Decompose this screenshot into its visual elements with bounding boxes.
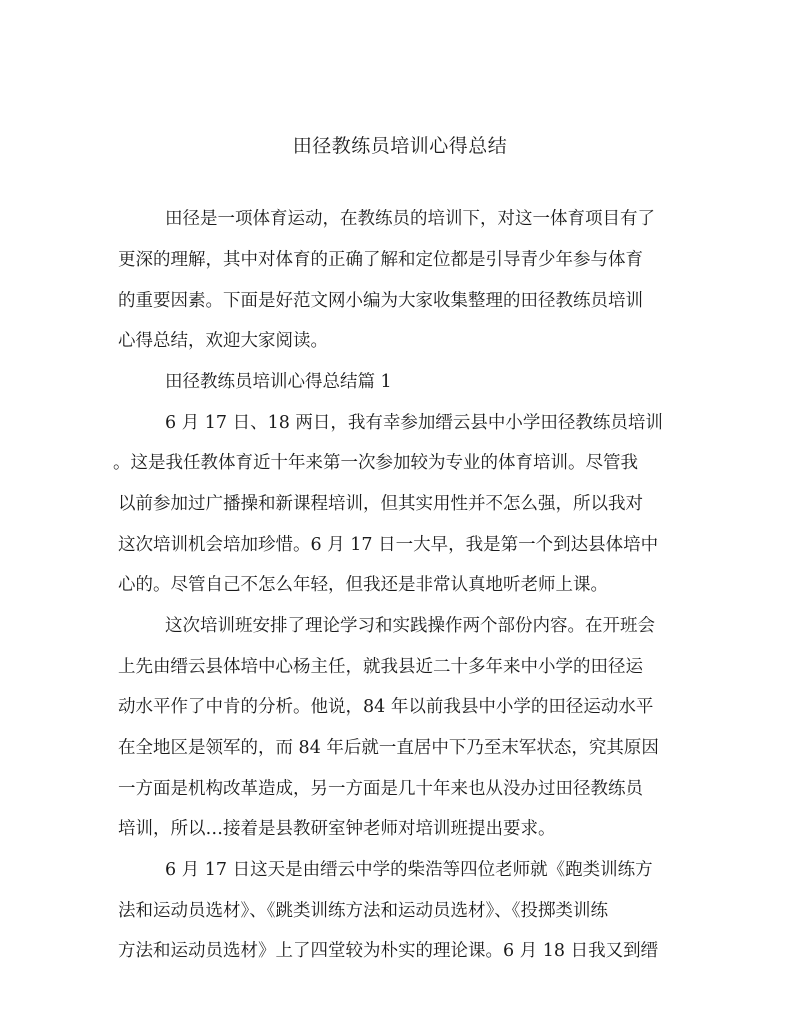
paragraph-1-line-4: 心得总结，欢迎大家阅读。 (118, 331, 328, 351)
paragraph-1-line-2: 更深的理解，其中对体育的正确了解和定位都是引导青少年参与体育 (118, 250, 643, 270)
document-title: 田径教练员培训心得总结 (292, 135, 508, 157)
paragraph-2-line-5: 心的。尽管自己不怎么年轻，但我还是非常认真地听老师上课。 (118, 575, 608, 595)
paragraph-2-line-2: 。这是我任教体育近十年来第一次参加较为专业的体育培训。尽管我 (113, 453, 638, 473)
paragraph-4-line-1: 6 月 17 日这天是由缙云中学的柴浩等四位老师就《跑类训练方 (165, 860, 653, 880)
paragraph-2-line-1: 6 月 17 日、18 两日，我有幸参加缙云县中小学田径教练员培训 (165, 413, 663, 433)
paragraph-1-line-3: 的重要因素。下面是好范文网小编为大家收集整理的田径教练员培训 (118, 291, 643, 311)
paragraph-3-line-3: 动水平作了中肯的分析。他说，84 年以前我县中小学的田径运动水平 (118, 697, 654, 717)
paragraph-3-line-4: 在全地区是领军的，而 84 年后就一直居中下乃至末军状态，究其原因 (118, 738, 659, 758)
paragraph-3-line-5: 一方面是机构改革造成，另一方面是几十年来也从没办过田径教练员 (118, 779, 643, 799)
section-heading: 田径教练员培训心得总结篇 1 (165, 372, 392, 392)
paragraph-3-line-1: 这次培训班安排了理论学习和实践操作两个部份内容。在开班会 (165, 616, 655, 636)
paragraph-2-line-4: 这次培训机会培加珍惜。6 月 17 日一大早，我是第一个到达县体培中 (118, 535, 659, 555)
paragraph-4-line-2: 法和运动员选材》、《跳类训练方法和运动员选材》、《投掷类训练 (118, 901, 608, 921)
paragraph-1-line-1: 田径是一项体育运动，在教练员的培训下，对这一体育项目有了 (165, 209, 655, 229)
paragraph-2-line-3: 以前参加过广播操和新课程培训，但其实用性并不怎么强，所以我对 (118, 494, 643, 514)
paragraph-3-line-2: 上先由缙云县体培中心杨主任，就我县近二十多年来中小学的田径运 (118, 657, 643, 677)
paragraph-3-line-6: 培训，所以…接着是县教研室钟老师对培训班提出要求。 (118, 819, 556, 839)
paragraph-4-line-3: 方法和运动员选材》上了四堂较为朴实的理论课。6 月 18 日我又到缙 (118, 941, 659, 961)
